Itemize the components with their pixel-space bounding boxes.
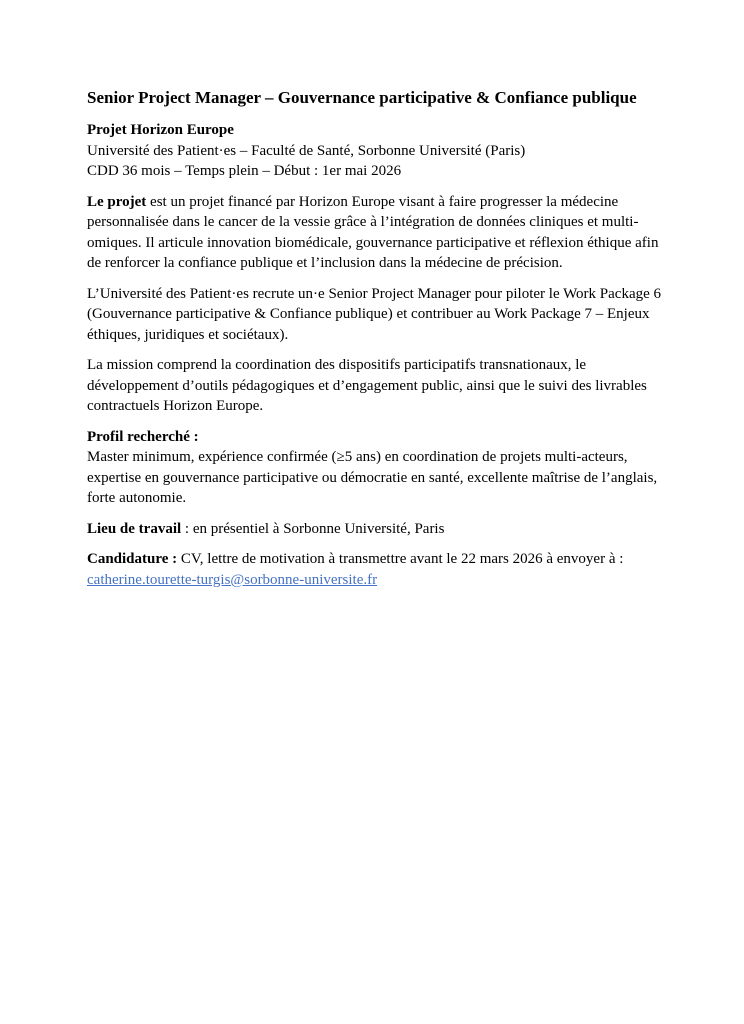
- application-lead: Candidature :: [87, 551, 178, 567]
- location-lead: Lieu de travail: [87, 520, 182, 537]
- job-title: Senior Project Manager – Gouvernance participative & Confiance publique: [87, 88, 637, 107]
- contract-line: CDD 36 mois – Temps plein – Début : 1er mai 2026: [87, 163, 402, 179]
- application-email-link[interactable]: catherine.tourette-turgis@sorbonne-universite.fr: [87, 571, 378, 588]
- organization-line: Université des Patient·es – Faculté de Santé, Sorbonne Université (Paris): [87, 142, 526, 159]
- paragraph-application: [87, 549, 669, 590]
- paragraph-mission: La mission comprend la coordination des dispositifs participatifs transnationaux, le développement d’outils pédagogiques et d’engagement public, ainsi que le suivi des livrables contractuels Horizon Europe.: [87, 357, 647, 414]
- header-block: [87, 120, 669, 182]
- application-body: CV, lettre de motivation à transmettre avant le 22 mars 2026 à envoyer à :: [177, 551, 624, 567]
- paragraph-project-body: est un projet financé par Horizon Europe visant à faire progresser la médecine personnalisée dans le cancer de la vessie grâce à l’intégration de données cliniques et multi-omiques. Il articule innovation biomédicale, gouvernance participative et réflexion éthique afin de renforcer la confiance publique et l’inclusion dans la médecine de précision.: [87, 193, 659, 271]
- document-content: [87, 86, 669, 590]
- profile-body: Master minimum, expérience confirmée (≥5 ans) en coordination de projets multi-acteurs, expertise en gouvernance participative ou démocratie en santé, excellente maîtrise de l’anglais, forte autonomie.: [87, 449, 658, 506]
- paragraph-recruitment: L’Université des Patient·es recrute un·e Senior Project Manager pour piloter le Work Package 6 (Gouvernance participative & Confiance publique) et contribuer au Work Package 7 – Enjeux éthiques, juridiques et sociétaux).: [87, 285, 662, 343]
- project-name-line: Projet Horizon Europe: [87, 122, 234, 138]
- paragraph-project: [87, 192, 669, 274]
- location-body: : en présentiel à Sorbonne Université, Paris: [181, 520, 445, 537]
- paragraph-location: [87, 519, 669, 540]
- profile-section: [87, 427, 669, 509]
- paragraph-project-lead: Le projet: [87, 193, 147, 210]
- profile-heading: Profil recherché :: [87, 428, 199, 445]
